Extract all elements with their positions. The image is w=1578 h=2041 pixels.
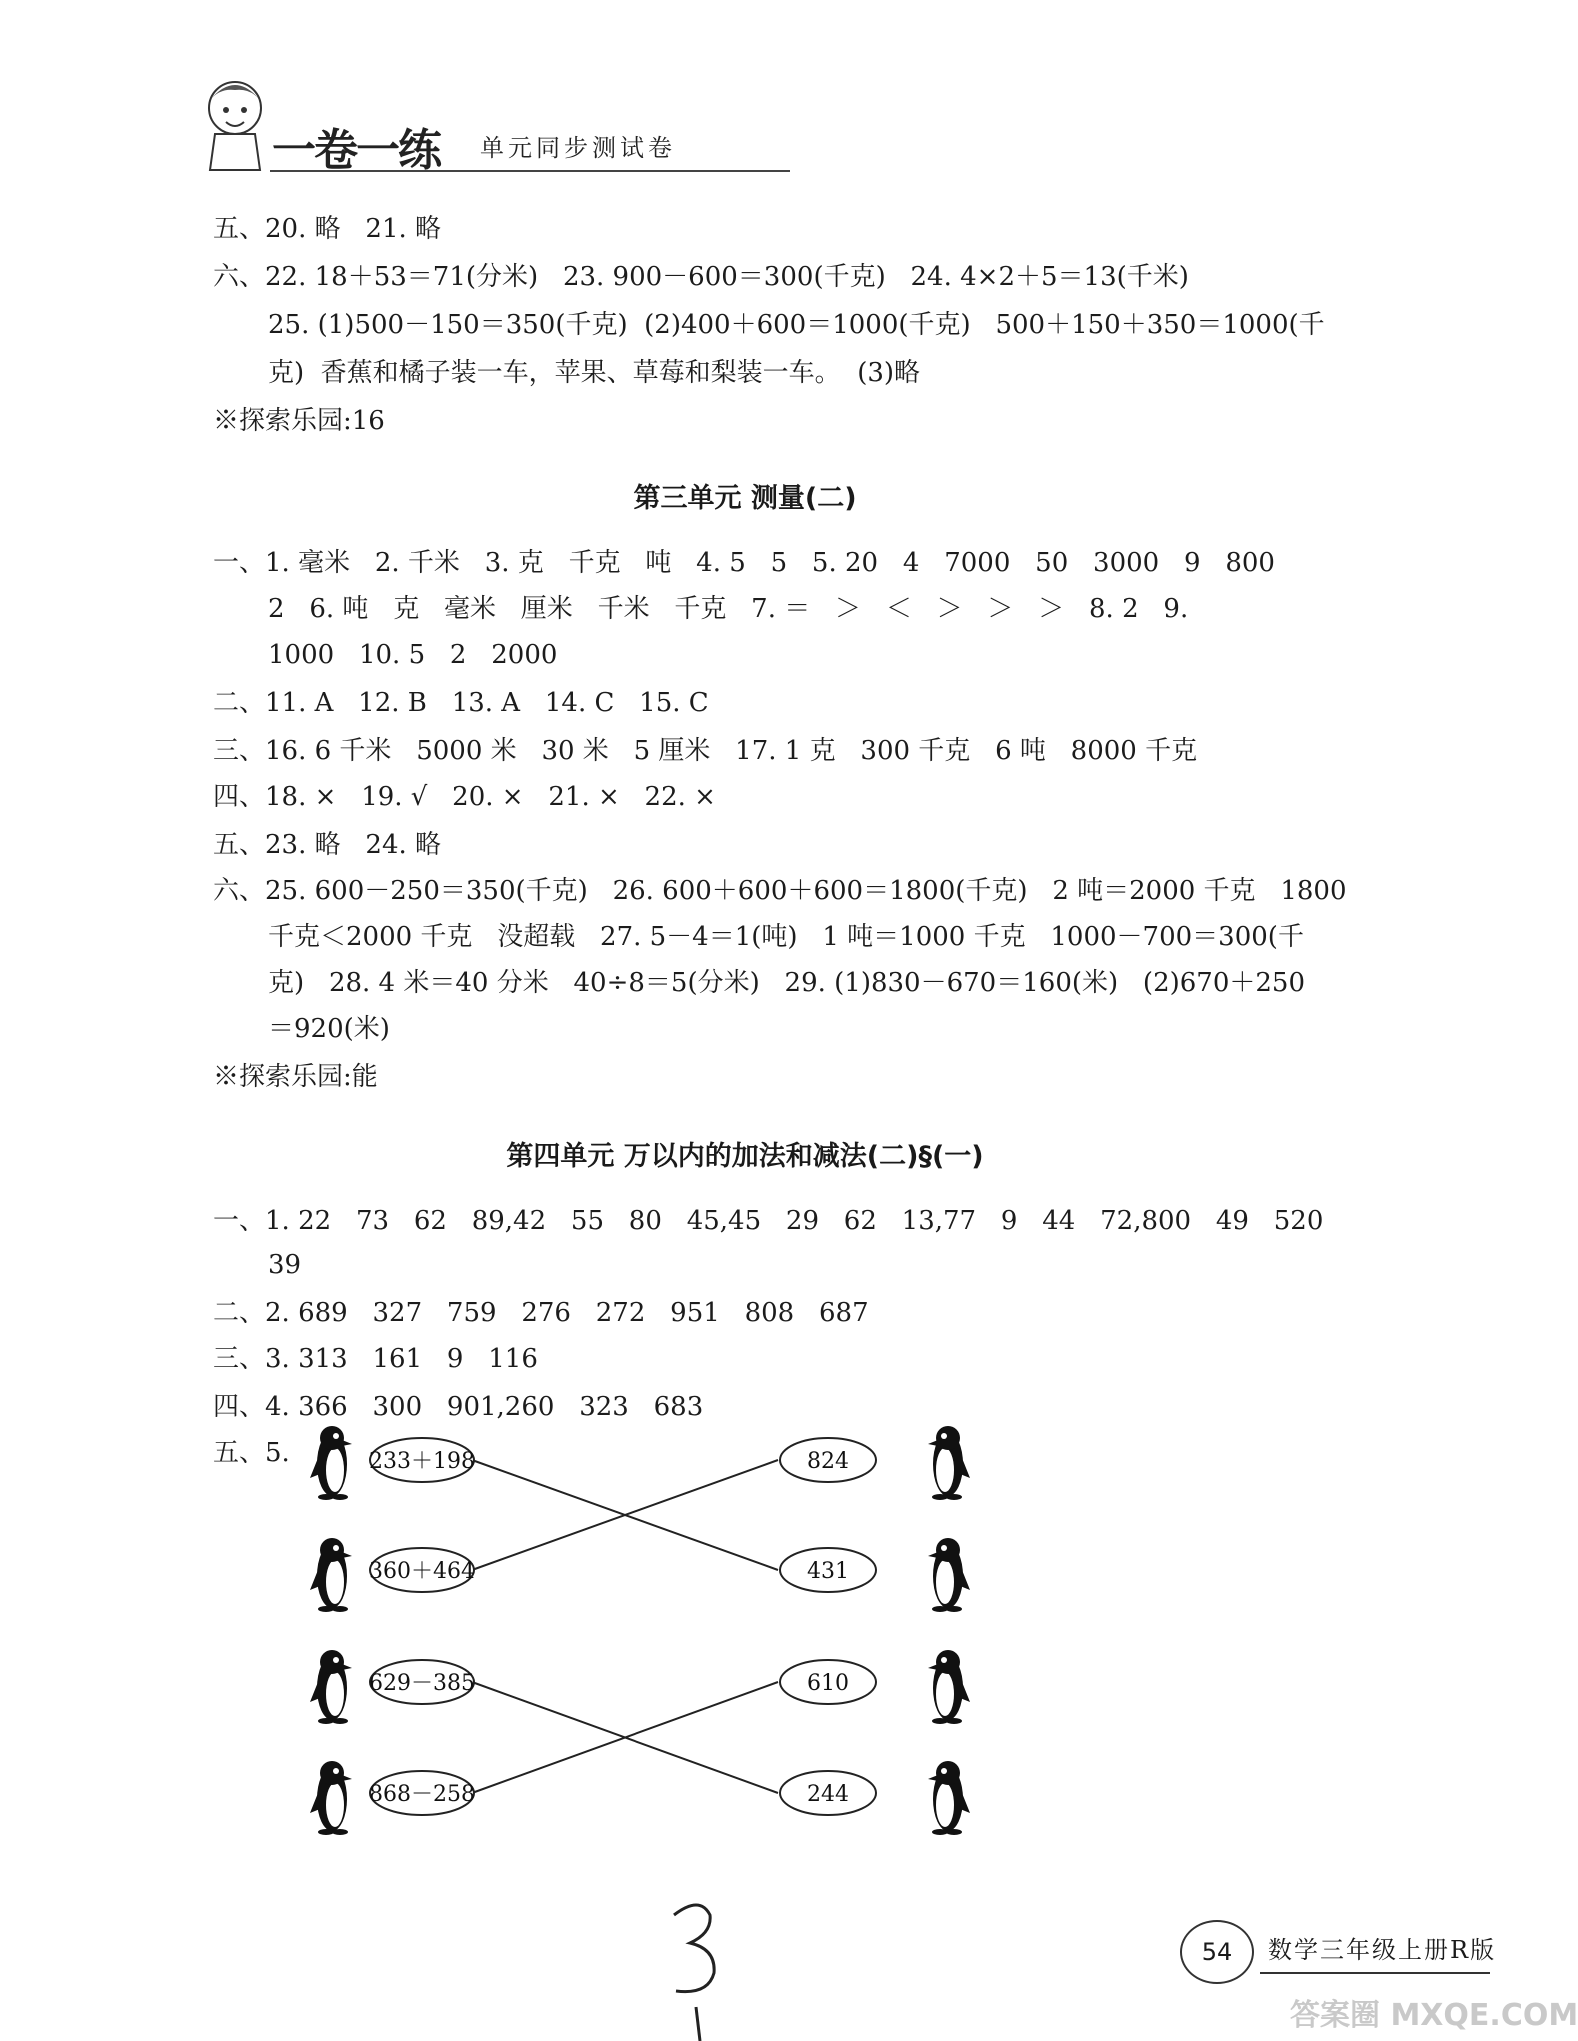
text-line: 六、22. 18＋53＝71(分米) 23. 900－600＝300(千克) 24. 4×2＋5＝13(千米) [213, 262, 1189, 292]
header-divider [270, 170, 790, 172]
boy-mascot-icon [190, 70, 280, 175]
text-line: 四、18. × 19. √ 20. × 21. × 22. × [213, 782, 716, 812]
expression-left: 868－258 [369, 1782, 475, 1807]
footer-divider [1260, 1972, 1490, 1974]
explore-answer: ※探索乐园:16 [213, 406, 385, 436]
penguin-icon [928, 1650, 970, 1724]
penguin-icon [928, 1538, 970, 1612]
watermark: 答案圈 MXQE.COM [1290, 1998, 1578, 2033]
text-line: 五、5. [213, 1438, 290, 1468]
text-line: 2 6. 吨 克 毫米 厘米 千米 千克 7. ＝ ＞ ＜ ＞ ＞ ＞ 8. 2 9. [268, 594, 1189, 624]
text-line: 1000 10. 5 2 2000 [268, 640, 558, 670]
page-footer [1150, 1900, 1578, 2041]
penguin-icon [310, 1538, 352, 1612]
penguin-icon [928, 1761, 970, 1835]
expression-left: 360＋464 [369, 1559, 475, 1584]
section-heading: 第三单元 测量(二) [633, 483, 857, 514]
text-line: 25. (1)500－150＝350(千克) (2)400＋600＝1000(千克) 500＋150＋350＝1000(千 [268, 310, 1325, 340]
penguin-icon [928, 1426, 970, 1500]
page-header [190, 70, 690, 180]
text-line: 四、4. 366 300 901,260 323 683 [213, 1392, 704, 1422]
text-line: 二、11. A 12. B 13. A 14. C 15. C [213, 688, 709, 718]
book-title: 数学三年级上册R版 [1268, 1936, 1497, 1964]
result-right: 244 [807, 1782, 849, 1807]
text-line: 克) 香蕉和橘子装一车，苹果、草莓和梨装一车。 (3)略 [268, 358, 921, 388]
expression-left: 233＋198 [369, 1449, 475, 1474]
result-right: 610 [807, 1671, 849, 1696]
penguin-icon [310, 1761, 352, 1835]
expression-left: 629－385 [369, 1671, 475, 1696]
text-line: ＝920(米) [268, 1014, 390, 1044]
page-number: 54 [1180, 1920, 1254, 1984]
explore-answer: ※探索乐园:能 [213, 1062, 378, 1092]
text-line: 二、2. 689 327 759 276 272 951 808 687 [213, 1298, 869, 1328]
text-line: 五、23. 略 24. 略 [213, 830, 442, 860]
text-line: 克) 28. 4 米＝40 分米 40÷8＝5(分米) 29. (1)830－670＝160(米) (2)670＋250 [268, 968, 1306, 998]
text-line: 39 [268, 1250, 302, 1280]
text-line: 千克＜2000 千克 没超载 27. 5－4＝1(吨) 1 吨＝1000 千克 1000－700＝300(千 [268, 922, 1304, 952]
penguin-icon [310, 1426, 352, 1500]
text-line: 一、1. 22 73 62 89,42 55 80 45,45 29 62 13,77 9 44 72,800 49 520 [213, 1206, 1324, 1236]
brand-title: 一卷一练 [272, 125, 440, 176]
penguin-icon [310, 1650, 352, 1724]
text-line: 五、20. 略 21. 略 [213, 214, 442, 244]
text-line: 三、3. 313 161 9 116 [213, 1344, 538, 1374]
handwritten-mark [660, 1895, 730, 2041]
section-heading: 第四单元 万以内的加法和减法(二)§(一) [506, 1141, 984, 1172]
text-line: 三、16. 6 千米 5000 米 30 米 5 厘米 17. 1 克 300 千克 6 吨 8000 千克 [213, 736, 1198, 766]
text-line: 六、25. 600－250＝350(千克) 26. 600＋600＋600＝1800(千克) 2 吨＝2000 千克 1800 [213, 876, 1347, 906]
result-right: 824 [807, 1449, 849, 1474]
text-line: 一、1. 毫米 2. 千米 3. 克 千克 吨 4. 5 5 5. 20 4 7000 50 3000 9 800 [213, 548, 1275, 578]
result-right: 431 [807, 1559, 849, 1584]
brand-subtitle: 单元同步测试卷 [480, 134, 676, 162]
matching-figure [300, 1430, 980, 1870]
